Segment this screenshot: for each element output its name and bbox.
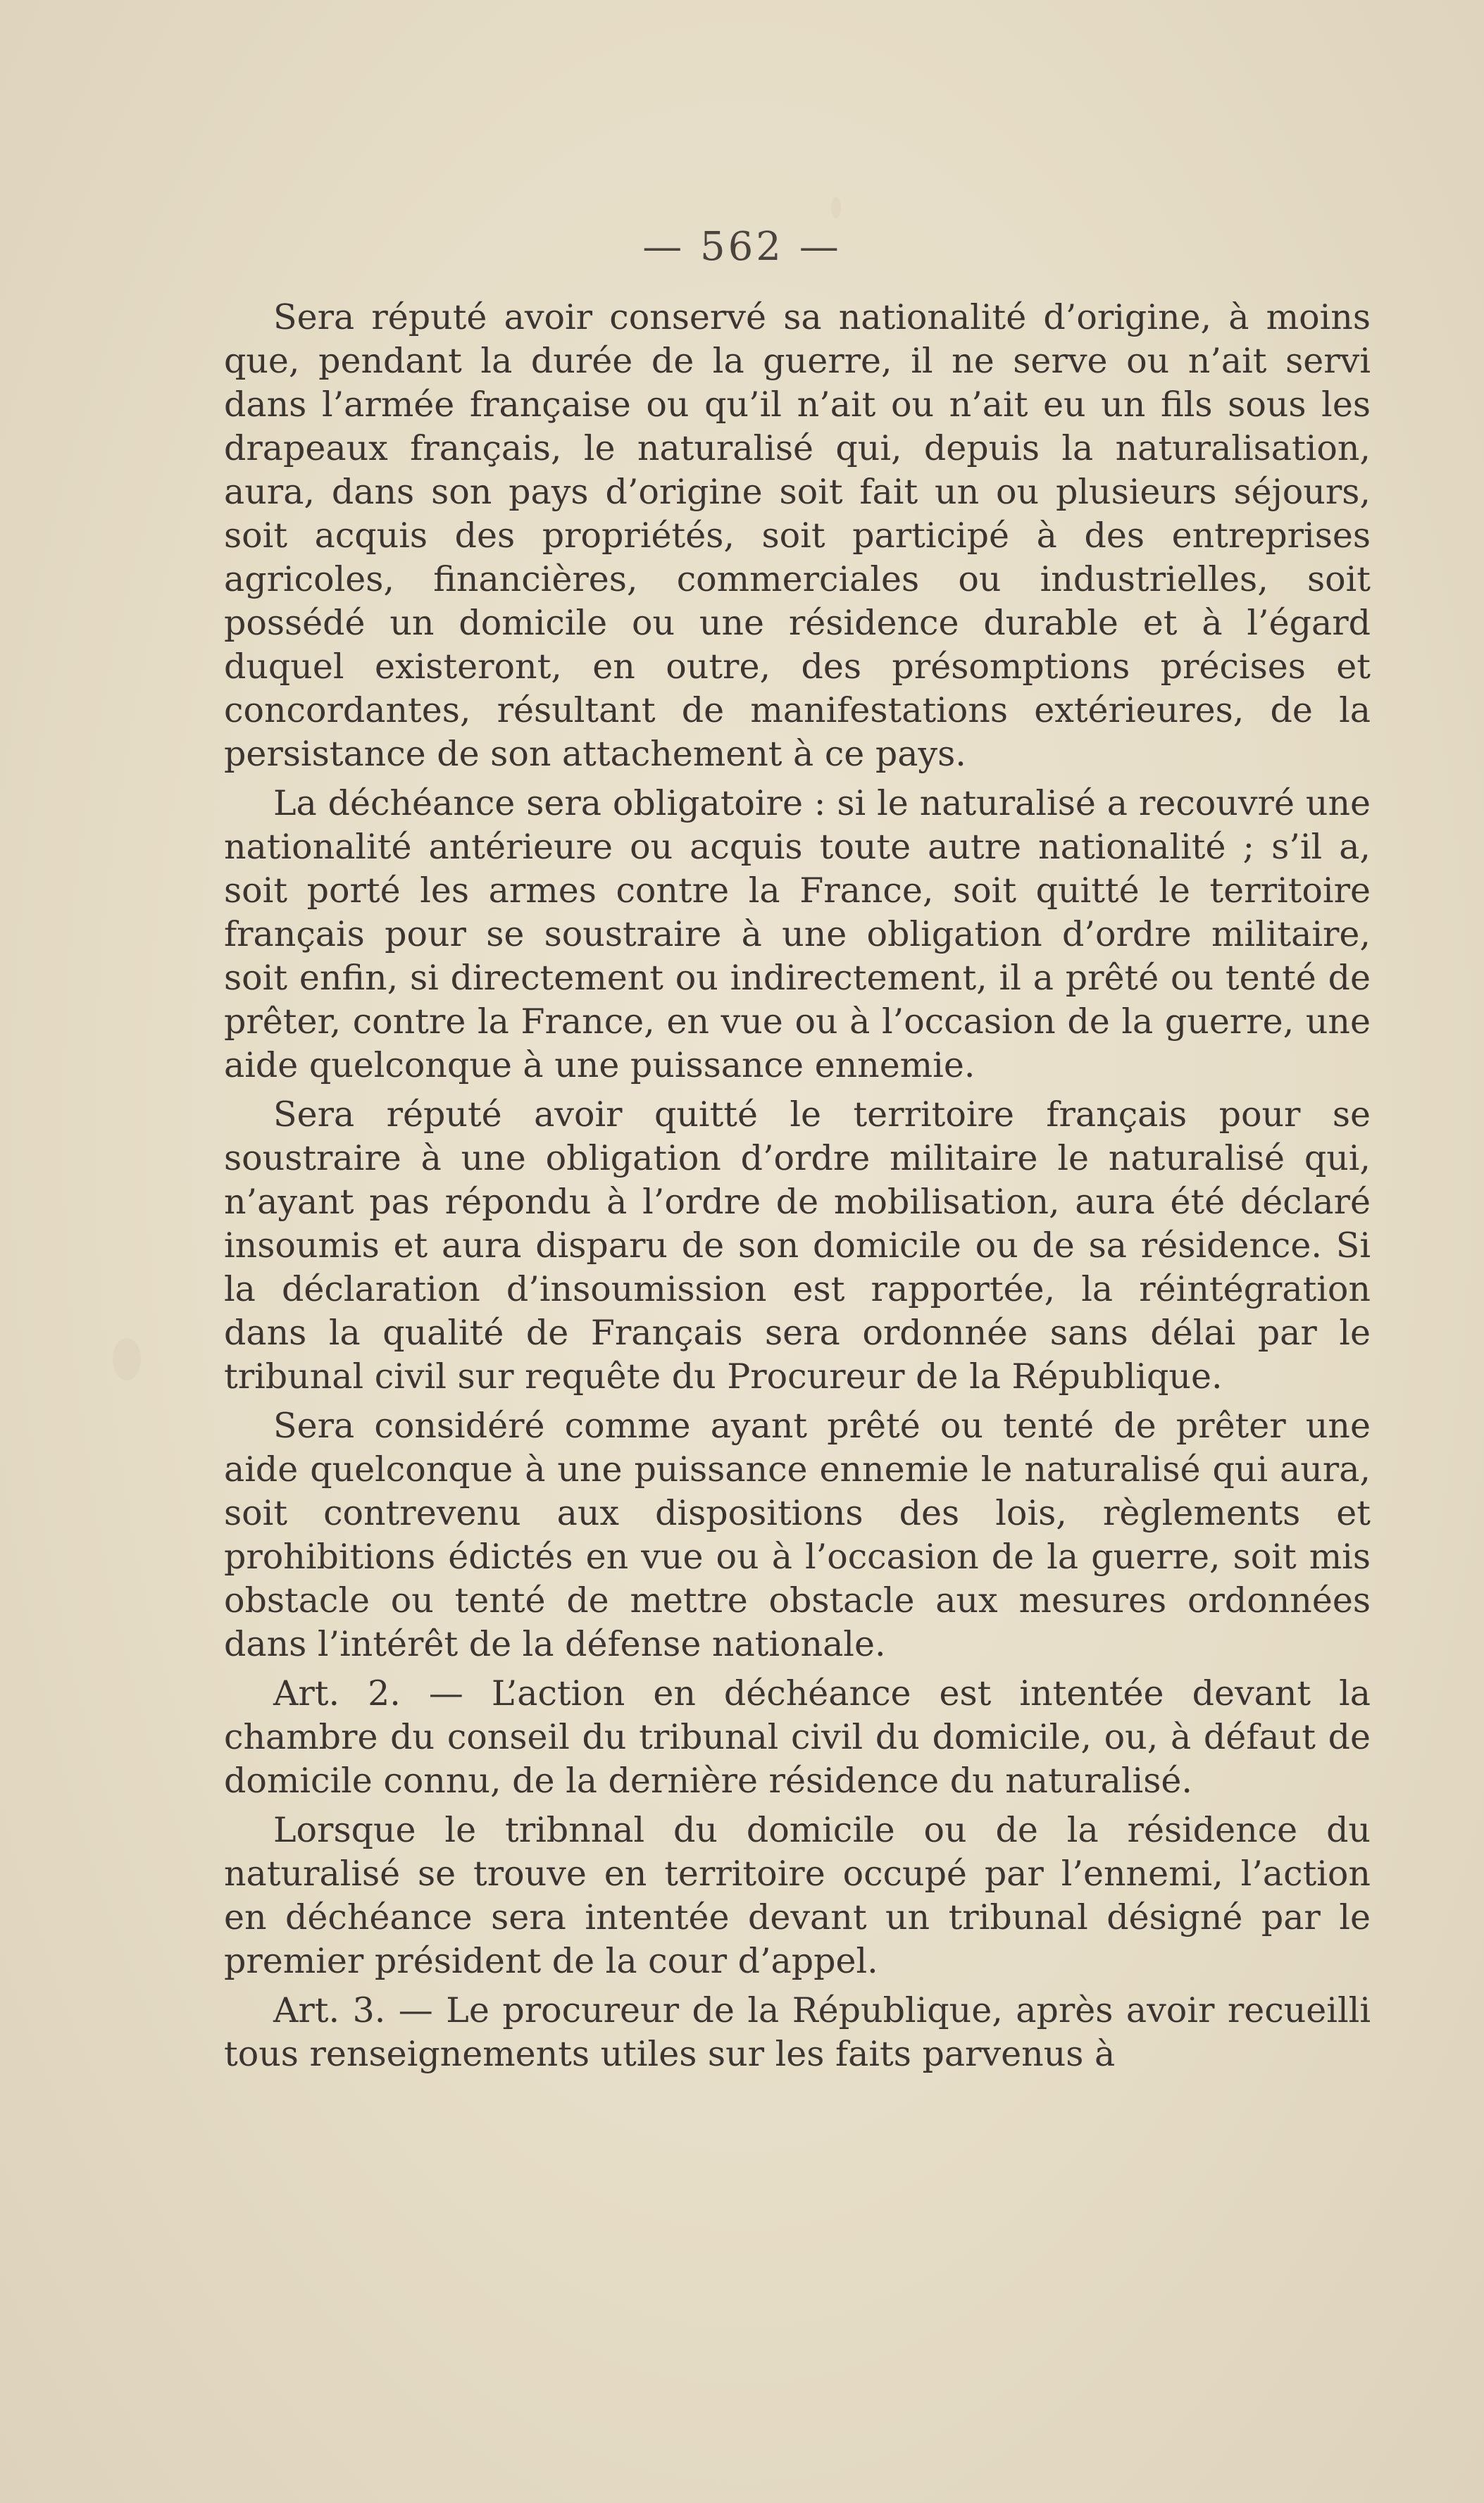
paragraph-enemy-aid: Sera considéré comme ayant prêté ou tenté de prêter une aide quelconque à une puissance ennemie le naturalisé qui aura, soit contrevenu aux dispositions des lois, règlements et prohibitions édictés en vue ou à l’occasion de la guerre, soit mis obstacle ou tenté de mettre obstacle aux mesures ordonnées dans l’intérêt de la défense nationale. xyxy=(224,1406,1371,1664)
paragraph-article-2: Art. 2. — L’action en déchéance est intentée devant la chambre du conseil du tribunal civil du domicile, ou, à défaut de domicile connu, de la dernière résidence du naturalisé. xyxy=(224,1673,1371,1801)
paper-stain xyxy=(831,197,841,218)
paragraph-mandatory-forfeiture: La déchéance sera obligatoire : si le naturalisé a recouvré une nationalité antérieure ou acquis toute autre nationalité ; s’il a, soit porté les armes contre la France, soit quitté le territoire français pour se soustraire à une obligation d’ordre militaire, soit enfin, si directement ou indirectement, il a prêté ou tenté de prêter, contre la France, en vue ou à l’occasion de la guerre, une aide quelconque à une puissance ennemie. xyxy=(224,783,1371,1085)
paragraph-military-obligation: Sera réputé avoir quitté le territoire français pour se soustraire à une obligation d’ordre militaire le naturalisé qui, n’ayant pas répondu à l’ordre de mobilisation, aura été déclaré insoumis et aura disparu de son domicile ou de sa résidence. Si la déclaration d’insoumission est rapportée, la réintégration dans la qualité de Français sera ordonnée sans délai par le tribunal civil sur requête du Procureur de la République. xyxy=(224,1094,1371,1397)
body-text xyxy=(224,296,1371,2076)
paper-stain xyxy=(113,1338,141,1380)
paragraph-article-3: Art. 3. — Le procureur de la République, après avoir recueilli tous renseignements utiles sur les faits parvenus à xyxy=(224,1990,1371,2074)
paragraph-nationality-origin: Sera réputé avoir conservé sa nationalité d’origine, à moins que, pendant la durée de la guerre, il ne serve ou n’ait servi dans l’armée française ou qu’il n’ait ou n’ait eu un fils sous les drapeaux français, le naturalisé qui, depuis la naturalisation, aura, dans son pays d’origine soit fait un ou plusieurs séjours, soit acquis des propriétés, soit participé à des entreprises agricoles, financières, commerciales ou industrielles, soit possédé un domicile ou une résidence durable et à l’égard duquel existeront, en outre, des présomptions précises et concordantes, résultant de manifestations extérieures, de la persistance de son attachement à ce pays. xyxy=(224,297,1371,774)
paragraph-occupied-territory: Lorsque le tribnnal du domicile ou de la résidence du naturalisé se trouve en territoire occupé par l’ennemi, l’action en déchéance sera intentée devant un tribunal désigné par le premier président de la cour d’appel. xyxy=(224,1810,1371,1981)
page-number: — 562 — xyxy=(642,224,842,270)
